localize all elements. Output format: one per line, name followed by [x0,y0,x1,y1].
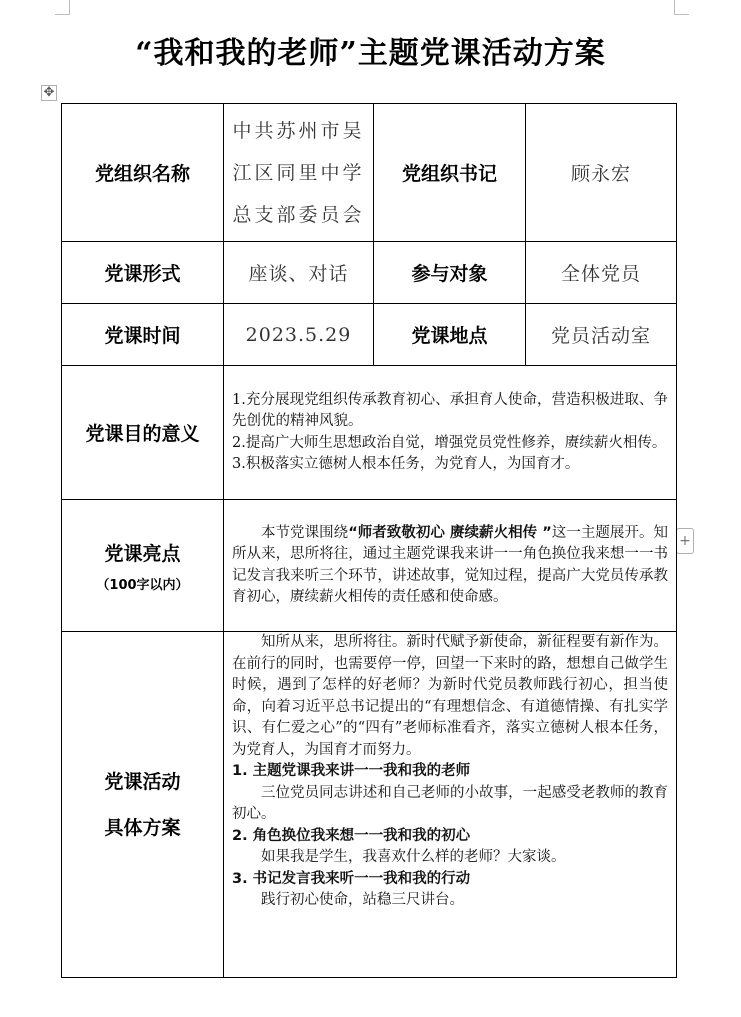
plan-label-line: 具体方案 [104,816,181,839]
plan-intro: 知所从来，思所将往。新时代赋予新使命，新征程要有新作为。在前行的同时，也需要停一停，回望一下来时的路，想想自己做学生时候，遇到了怎样的好老师？为新时代党员教师践行初心，担当使命，向着习近平总书记提出的“有理想信念、有道德情操、有扎实学识、有仁爱之心”的“四有”老师标准看齐，落实立德树人根本任务，为党育人，为国育才而努力。 [232,634,668,758]
secretary-value: 顾永宏 [526,104,677,242]
page-corner-mark-left [55,0,70,15]
highlight-label-cell [62,500,224,632]
table-row [62,104,677,242]
org-value-line: 江区同里中学 [232,161,365,184]
table-row [62,304,677,366]
org-value [224,104,374,242]
table-row [62,242,677,304]
plan-step-heading: 1. 主题党课我来讲一一我和我的老师 [232,763,471,779]
document-title: “我和我的老师”主题党课活动方案 [135,36,606,71]
plan-step-body: 如果我是学生，我喜欢什么样的老师？大家谈。 [261,849,566,865]
plan-step-body: 三位党员同志讲述和自己老师的小故事，一起感受老教师的教育初心。 [232,784,668,822]
highlight-content [224,500,677,632]
highlight-sublabel: （100字以内） [96,577,189,593]
purpose-label: 党课目的意义 [62,366,224,500]
org-value-line: 总支部委员会 [232,203,365,226]
table-row [62,366,677,500]
purpose-item: 2.提高广大师生思想政治自觉，增强党员党性修养，赓续薪火相传。 [232,434,667,451]
time-label: 党课时间 [62,304,224,366]
org-label: 党组织名称 [62,104,224,242]
time-value: 2023.5.29 [224,304,374,366]
audience-value: 全体党员 [526,242,677,304]
form-value: 座谈、对话 [224,242,374,304]
plan-table [61,103,677,978]
plan-content [224,632,677,978]
highlight-label: 党课亮点 [104,542,181,565]
move-icon[interactable]: ✥ [41,85,57,101]
highlight-post: 这一主题展开。知所从来，思所将往，通过主题党课我来讲一一角色换位我来想一一书记发言我来听三个环节，讲述故事，觉知过程，提高广大党员传承教育初心，赓续薪火相传的责任感和使命感。 [232,524,669,605]
plan-step-heading: 3. 书记发言我来听一一我和我的行动 [232,870,471,887]
place-label: 党课地点 [374,304,526,366]
table-row [62,500,677,632]
highlight-theme: “师者致敬初心 赓续薪火相传 ” [348,524,552,541]
page-corner-mark-right [674,0,689,15]
plan-step-body: 践行初心使命，站稳三尺讲台。 [261,892,464,908]
plan-label-cell [62,632,224,978]
plan-step-heading: 2. 角色换位我来想一一我和我的初心 [232,827,471,844]
plus-icon[interactable]: + [676,528,694,554]
highlight-paragraph [232,523,668,609]
form-label: 党课形式 [62,242,224,304]
table-row [62,632,677,978]
purpose-content [224,366,677,500]
plan-label-line: 党课活动 [104,770,181,793]
org-value-line: 中共苏州市吴 [232,119,365,142]
secretary-label: 党组织书记 [374,104,526,242]
highlight-pre: 本节党课围绕 [261,524,349,541]
audience-label: 参与对象 [374,242,526,304]
purpose-item: 3.积极落实立德树人根本任务，为党育人，为国育才。 [232,456,580,472]
place-value: 党员活动室 [526,304,677,366]
purpose-item: 1.充分展现党组织传承教育初心、承担育人使命，营造积极进取、争先创优的精神风貌。 [232,391,668,429]
